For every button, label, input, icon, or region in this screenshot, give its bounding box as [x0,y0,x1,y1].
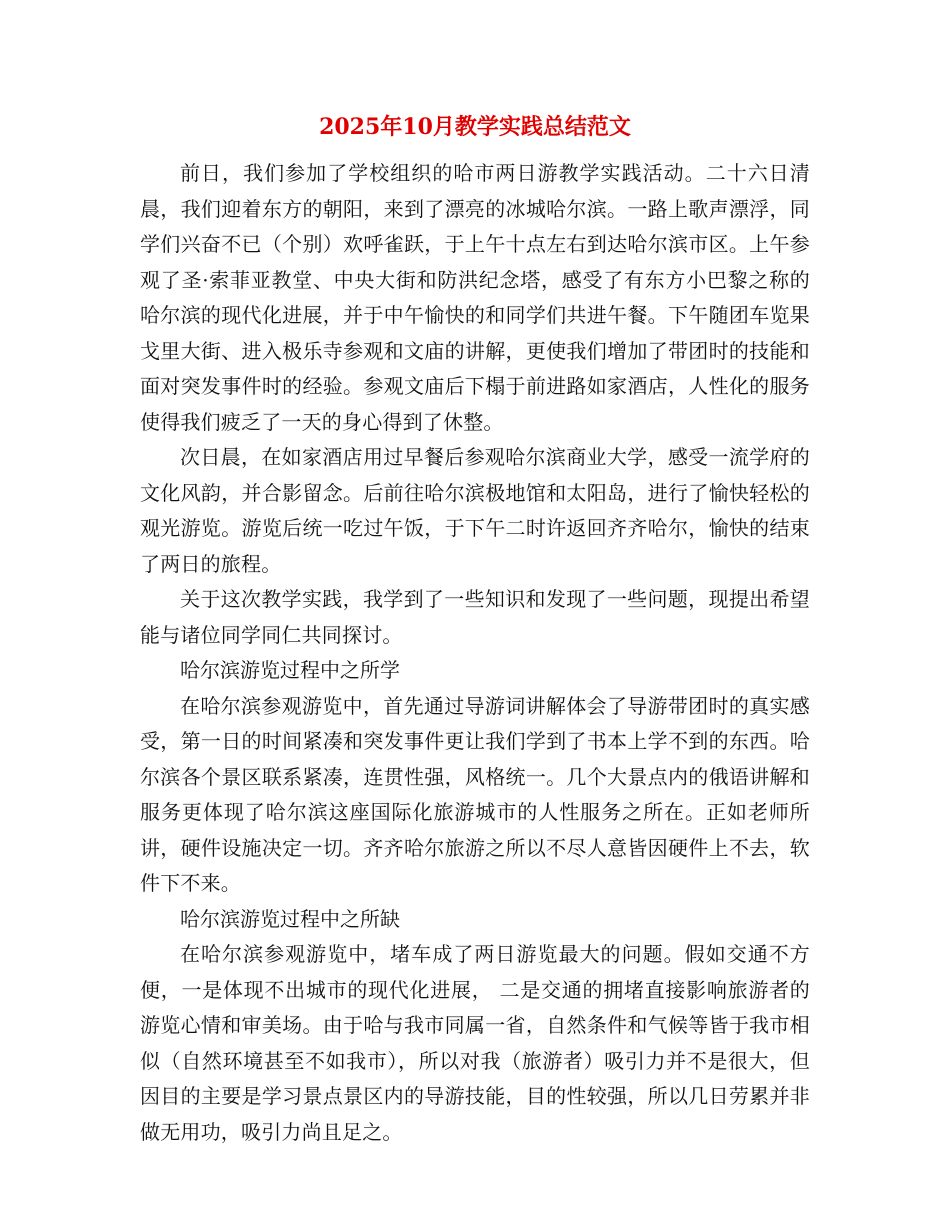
document-body [140,108,810,1150]
paragraph-lacking: 在哈尔滨参观游览中，堵车成了两日游览最大的问题。假如交通不方便，一是体现不出城市的现代化进展， 二是交通的拥堵直接影响旅游者的游览心情和审美场。由于哈与我市同属一省，自然条件和气候等皆于我市相似（自然环境甚至不如我市），所以对我（旅游者）吸引力并不是很大，但因目的主要是学习景点景区内的导游技能，目的性较强，所以几日劳累并非做无用功，吸引力尚且足之。 [140,942,810,1144]
paragraph-intro: 前日，我们参加了学校组织的哈市两日游教学实践活动。二十六日清晨，我们迎着东方的朝阳，来到了漂亮的冰城哈尔滨。一路上歌声漂浮，同学们兴奋不已（个别）欢呼雀跃，于上午十点左右到达哈尔滨市区。上午参观了圣·索菲亚教堂、中央大街和防洪纪念塔，感受了有东方小巴黎之称的哈尔滨的现代化进展，并于中午愉快的和同学们共进午餐。下午随团车览果戈里大街、进入极乐寺参观和文庙的讲解，更使我们增加了带团时的技能和面对突发事件时的经验。参观文庙后下榻于前进路如家酒店，人性化的服务使得我们疲乏了一天的身心得到了休整。 [140,161,810,434]
section-heading-lacking: 哈尔滨游览过程中之所缺 [180,906,400,931]
section-heading-learned: 哈尔滨游览过程中之所学 [180,658,400,682]
paragraph-day-two: 次日晨，在如家酒店用过早餐后参观哈尔滨商业大学，感受一流学府的文化风韵，并合影留念。后前往哈尔滨极地馆和太阳岛，进行了愉快轻松的观光游览。游览后统一吃过午饭，于下午二时许返回齐齐哈尔，愉快的结束了两日的旅程。 [140,445,810,576]
paragraph-learned: 在哈尔滨参观游览中，首先通过导游词讲解体会了导游带团时的真实感受，第一日的时间紧凑和突发事件更让我们学到了书本上学不到的东西。哈尔滨各个景区联系紧凑，连贯性强，风格统一。几个大景点内的俄语讲解和服务更体现了哈尔滨这座国际化旅游城市的人性服务之所在。正如老师所讲，硬件设施决定一切。齐齐哈尔旅游之所以不尽人意皆因硬件上不去，软件下不来。 [140,693,810,895]
paragraph-reflection: 关于这次教学实践，我学到了一些知识和发现了一些问题，现提出希望能与诸位同学同仁共同探讨。 [140,587,810,647]
document-title: 2025年10月教学实践总结范文 [319,114,631,140]
